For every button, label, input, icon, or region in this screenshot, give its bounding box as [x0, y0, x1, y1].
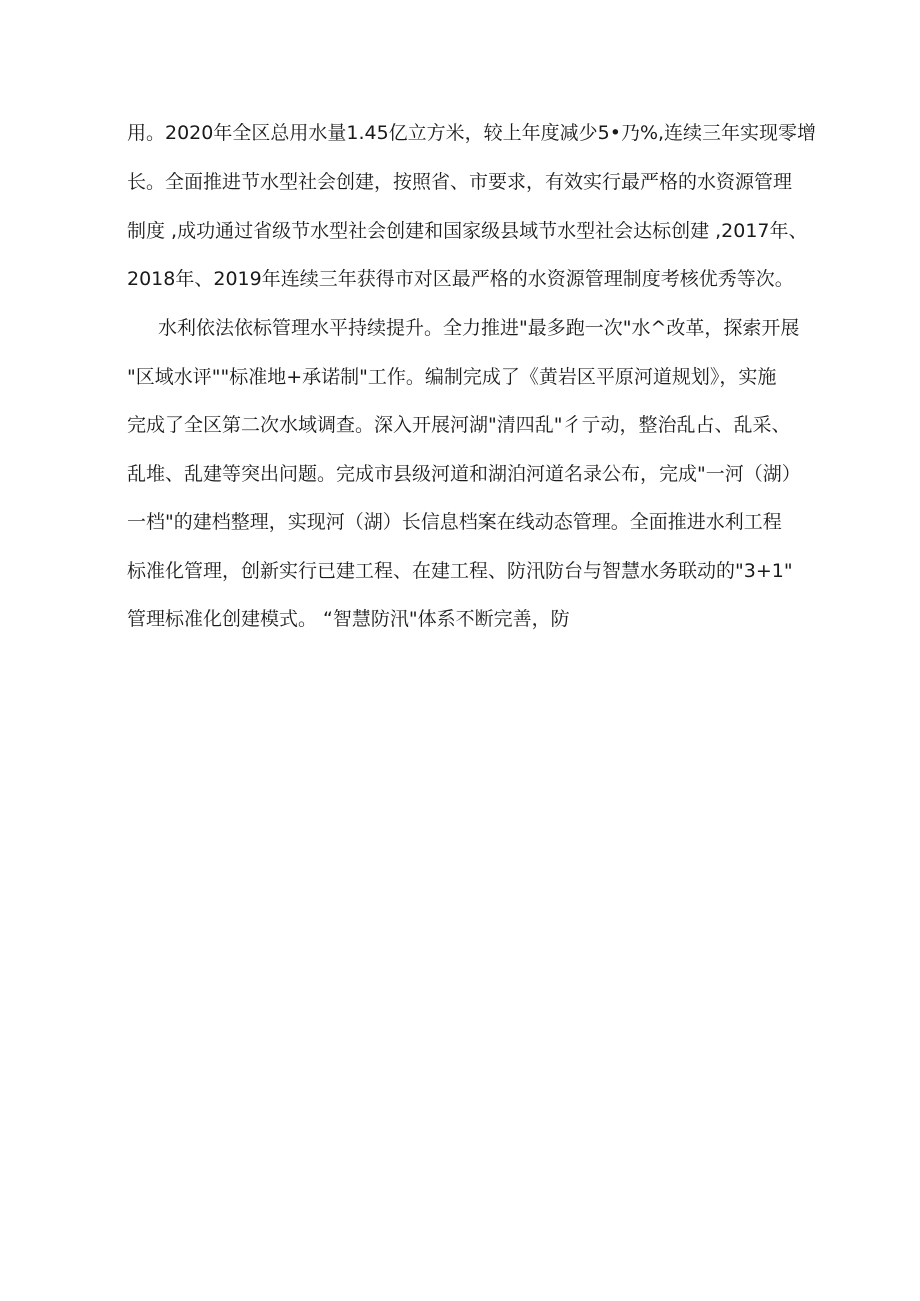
text-line: 水利依法依标管理水平持续提升。全力推进"最多跑一次"水^改革，探索开展: [158, 317, 800, 339]
text-line: 完成了全区第二次水域调查。深入开展河湖"清四乱"彳亍动，整治乱占、乱采、: [127, 414, 791, 436]
text-line: 长。全面推进节水型社会创建，按照省、市要求，有效实行最严格的水资源管理: [127, 171, 793, 193]
text-line: 管理标准化创建模式。 “智慧防汛"体系不断完善，防: [127, 608, 570, 630]
text-line: 用。2020年全区总用水量1.45亿立方米，较上年度减少5•乃%,连续三年实现零增: [127, 122, 817, 144]
text-line: "区域水评""标准地+承诺制"工作。编制完成了《黄岩区平原河道规划》，实施: [127, 366, 777, 388]
text-line: 标准化管理，创新实行已建工程、在建工程、防汛防台与智慧水务联动的"3+1": [127, 560, 793, 582]
text-line: 制度 ,成功通过省级节水型社会创建和国家级县域节水型社会达标创建 ,2017年、: [127, 220, 808, 242]
text-line: 一档"的建档整理，实现河（湖）长信息档案在线动态管理。全面推进水利工程: [127, 511, 782, 533]
text-line: 2018年、2019年连续三年获得市对区最严格的水资源管理制度考核优秀等次。: [127, 268, 794, 290]
text-line: 乱堆、乱建等突出问题。完成市县级河道和湖泊河道名录公布，完成"一河（湖）: [127, 463, 801, 485]
